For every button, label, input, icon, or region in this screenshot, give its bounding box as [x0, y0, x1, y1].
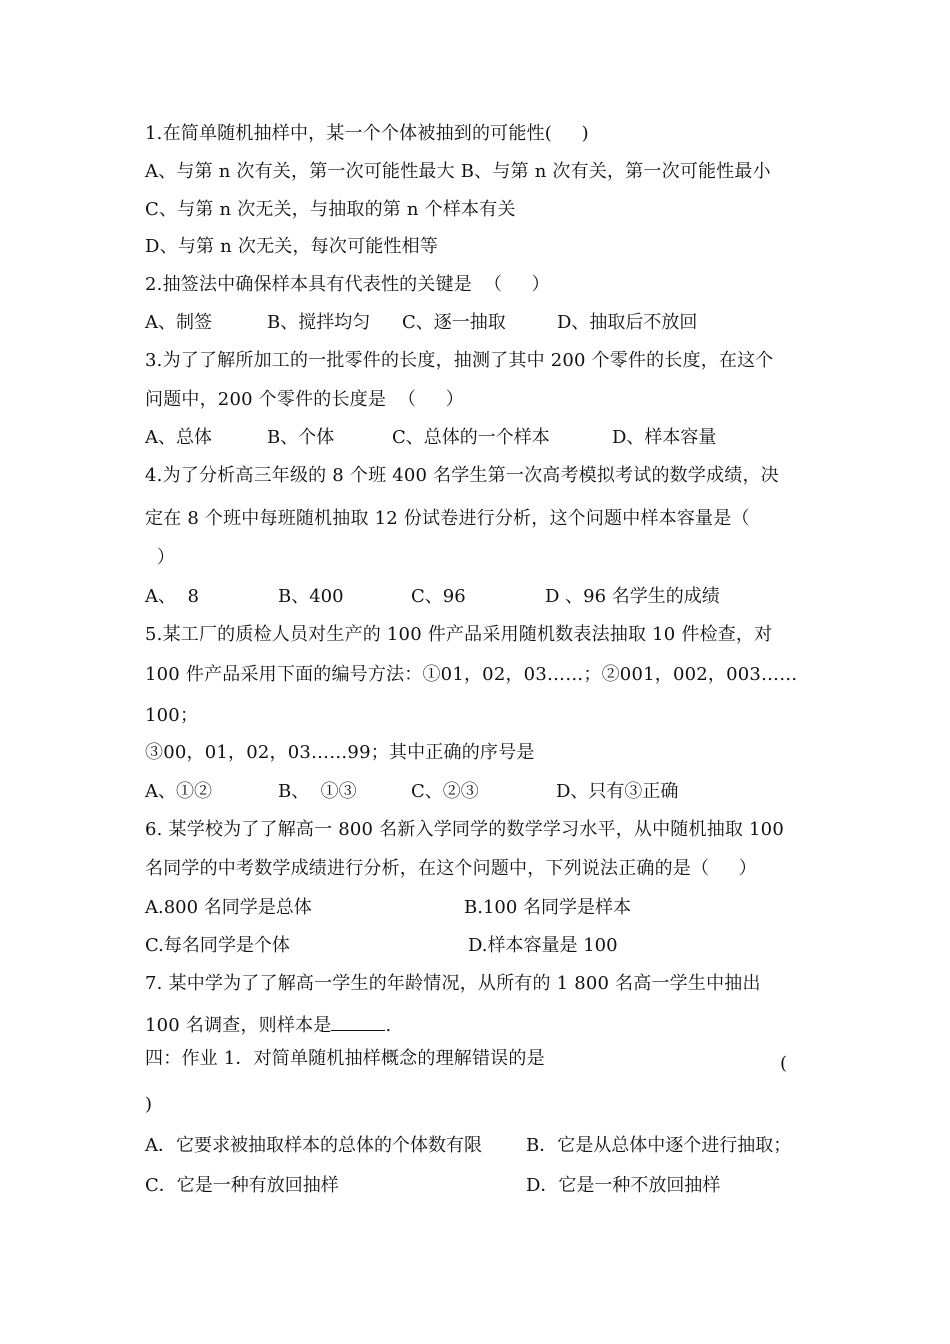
q6-option-c: C.每名同学是个体 [145, 935, 290, 956]
q3-option-a: A、总体 [145, 427, 212, 448]
q5-stem-line1: 5.某工厂的质检人员对生产的 100 件产品采用随机数表法抽取 10 件检查，对 [145, 624, 773, 645]
q2-option-c: C、逐一抽取 [402, 312, 506, 333]
q6-stem-line1: 6. 某学校为了了解高一 800 名新入学同学的数学学习水平，从中随机抽取 100 [145, 819, 784, 840]
q5-stem-line3: 100； [145, 705, 199, 726]
q6-option-d: D.样本容量是 100 [468, 935, 618, 956]
q6-option-a: A.800 名同学是总体 [145, 897, 312, 918]
q6-stem-line2: 名同学的中考数学成绩进行分析，在这个问题中，下列说法正确的是（ ） [145, 858, 758, 879]
q4-stem-line3: ） [145, 547, 176, 568]
hw-option-b: B．它是从总体中逐个进行抽取； [526, 1135, 792, 1156]
hw-stem-line1: 四：作业 1．对简单随机抽样概念的理解错误的是 [145, 1048, 545, 1069]
q2-option-d: D、抽取后不放回 [557, 312, 698, 333]
hw-paren-open: ( [780, 1053, 788, 1074]
hw-paren-close: ) [145, 1094, 153, 1115]
q1-option-d: D、与第 n 次无关，每次可能性相等 [145, 236, 439, 257]
q2-option-a: A、制签 [145, 312, 212, 333]
q5-option-a: A、①② [145, 781, 212, 802]
hw-option-d: D．它是一种不放回抽样 [526, 1175, 721, 1196]
q4-option-b: B、400 [278, 586, 344, 607]
q7-stem-text: 100 名调查，则样本是 [145, 1015, 332, 1036]
q3-stem-line2: 问题中，200 个零件的长度是 （ ） [145, 389, 464, 410]
q4-option-a: A、 8 [145, 586, 199, 607]
hw-option-c: C．它是一种有放回抽样 [145, 1175, 339, 1196]
q2-option-b: B、搅拌均匀 [267, 312, 371, 333]
q1-option-ab: A、与第 n 次有关，第一次可能性最大 B、与第 n 次有关，第一次可能性最小 [145, 161, 771, 182]
q4-stem-line1: 4.为了分析高三年级的 8 个班 400 名学生第一次高考模拟考试的数学成绩，决 [145, 465, 779, 486]
q7-answer-blank[interactable] [331, 1012, 385, 1031]
q7-stem-line1: 7. 某中学为了了解高一学生的年龄情况，从所有的 1 800 名高一学生中抽出 [145, 973, 761, 994]
q3-option-b: B、个体 [267, 427, 335, 448]
q4-option-d: D 、96 名学生的成绩 [545, 586, 720, 607]
q3-option-c: C、总体的一个样本 [392, 427, 550, 448]
q3-stem-line1: 3.为了了解所加工的一批零件的长度，抽测了其中 200 个零件的长度，在这个 [145, 350, 774, 371]
q2-stem: 2.抽签法中确保样本具有代表性的关键是 （ ） [145, 274, 550, 295]
q1-stem: 1.在简单随机抽样中，某一个个体被抽到的可能性( ) [145, 123, 589, 144]
q5-stem-line4: ③00，01，02，03……99；其中正确的序号是 [145, 742, 535, 763]
q7-stem-end: . [385, 1015, 392, 1036]
hw-option-a: A．它要求被抽取样本的总体的个体数有限 [145, 1135, 482, 1156]
q5-stem-line2: 100 件产品采用下面的编号方法：①01，02，03……；②001，002，003…… [145, 664, 798, 685]
q5-option-d: D、只有③正确 [556, 781, 679, 802]
q4-stem-line2: 定在 8 个班中每班随机抽取 12 份试卷进行分析，这个问题中样本容量是（ [145, 508, 750, 529]
q5-option-c: C、②③ [411, 781, 479, 802]
q5-option-b: B、 ①③ [278, 781, 357, 802]
q6-option-b: B.100 名同学是样本 [464, 897, 632, 918]
q1-option-c: C、与第 n 次无关，与抽取的第 n 个样本有关 [145, 199, 516, 220]
q7-stem-line2 [145, 1012, 391, 1038]
q3-option-d: D、样本容量 [612, 427, 717, 448]
q4-option-c: C、96 [411, 586, 466, 607]
